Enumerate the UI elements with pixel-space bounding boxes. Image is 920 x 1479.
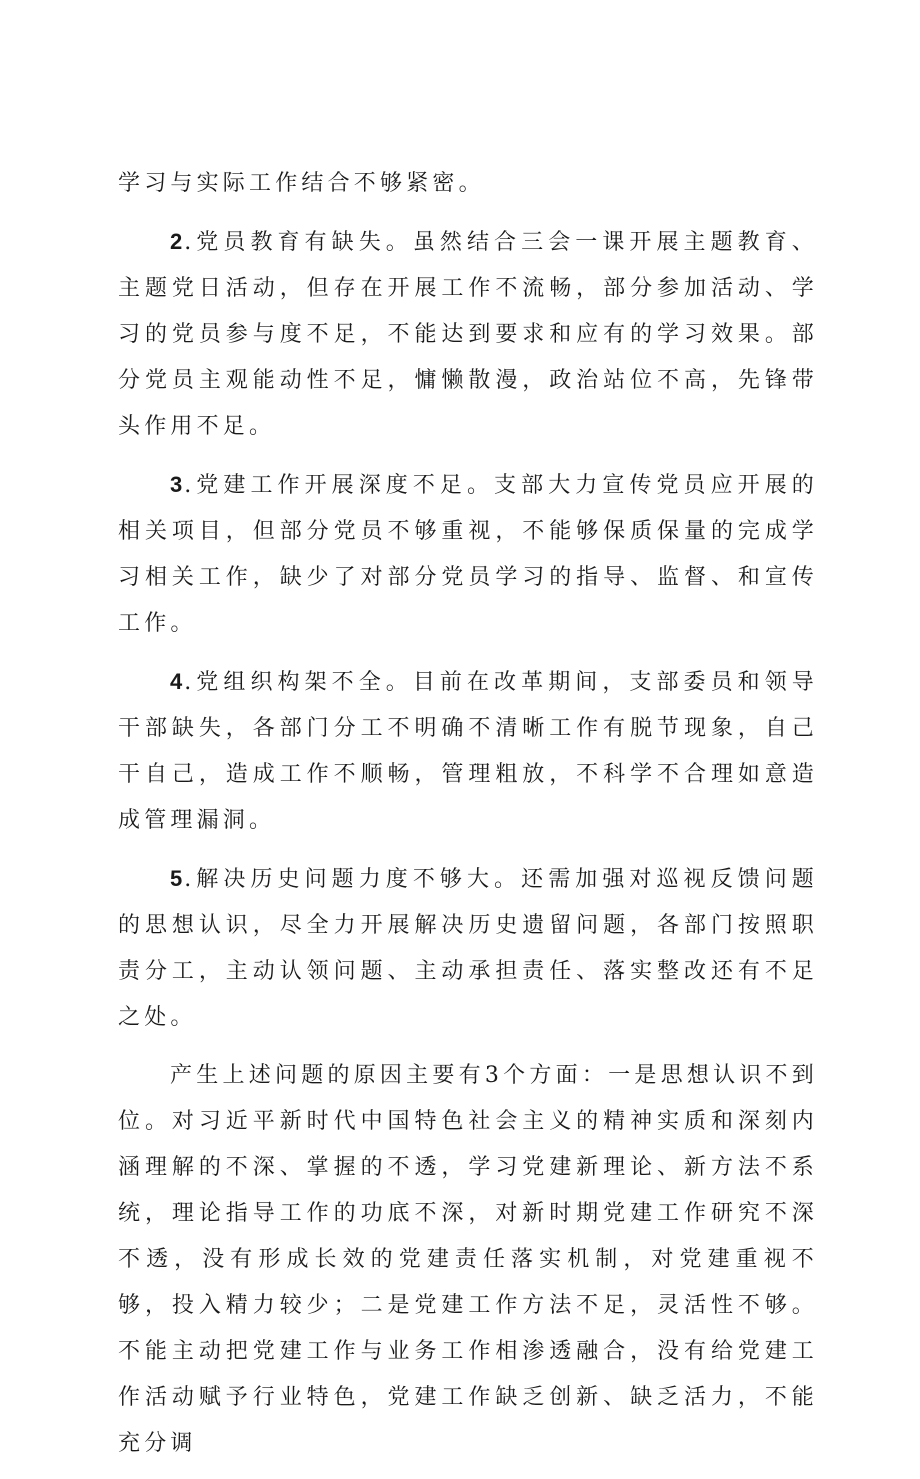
paragraph-text: 学习与实际工作结合不够紧密。	[118, 171, 485, 196]
paragraph-number: 5	[170, 866, 185, 891]
paragraph-number: 4	[170, 669, 185, 694]
paragraph-text: .党建工作开展深度不足。支部大力宣传党员应开展的相关项目，但部分党员不够重视，不能够保质保量的完成学习相关工作，缺少了对部分党员学习的指导、监督、和宣传工作。	[118, 473, 818, 636]
paragraph-text: .党员教育有缺失。虽然结合三会一课开展主题教育、主题党日活动，但存在开展工作不流畅，部分参加活动、学习的党员参与度不足，不能达到要求和应有的学习效果。部分党员主观能动性不足，慵懒散漫，政治站位不高，先锋带头作用不足。	[118, 230, 818, 439]
paragraph-item-4	[118, 659, 818, 844]
paragraph-text: .党组织构架不全。目前在改革期间，支部委员和领导干部缺失，各部门分工不明确不清晰工作有脱节现象，自己干自己，造成工作不顺畅，管理粗放，不科学不合理如意造成管理漏洞。	[118, 670, 818, 833]
paragraph-number: 3	[170, 472, 185, 497]
paragraph-continuation	[118, 161, 818, 207]
paragraph-text: 产生上述问题的原因主要有3个方面：一是思想认识不到位。对习近平新时代中国特色社会主义的精神实质和深刻内涵理解的不深、掌握的不透，学习党建新理论、新方法不系统，理论指导工作的功底不深，对新时期党建工作研究不深不透，没有形成长效的党建责任落实机制，对党建重视不够，投入精力较少；二是党建工作方法不足，灵活性不够。不能主动把党建工作与业务工作相渗透融合，没有给党建工作活动赋予行业特色，党建工作缺乏创新、缺乏活力，不能充分调	[118, 1063, 818, 1456]
paragraph-item-3	[118, 462, 818, 647]
paragraph-item-5	[118, 856, 818, 1041]
paragraph-causes	[118, 1053, 818, 1467]
paragraph-text: .解决历史问题力度不够大。还需加强对巡视反馈问题的思想认识，尽全力开展解决历史遗留问题，各部门按照职责分工，主动认领问题、主动承担责任、落实整改还有不足之处。	[118, 867, 818, 1030]
paragraph-item-2	[118, 219, 818, 450]
document-body	[118, 161, 818, 1479]
paragraph-number: 2	[170, 229, 185, 254]
